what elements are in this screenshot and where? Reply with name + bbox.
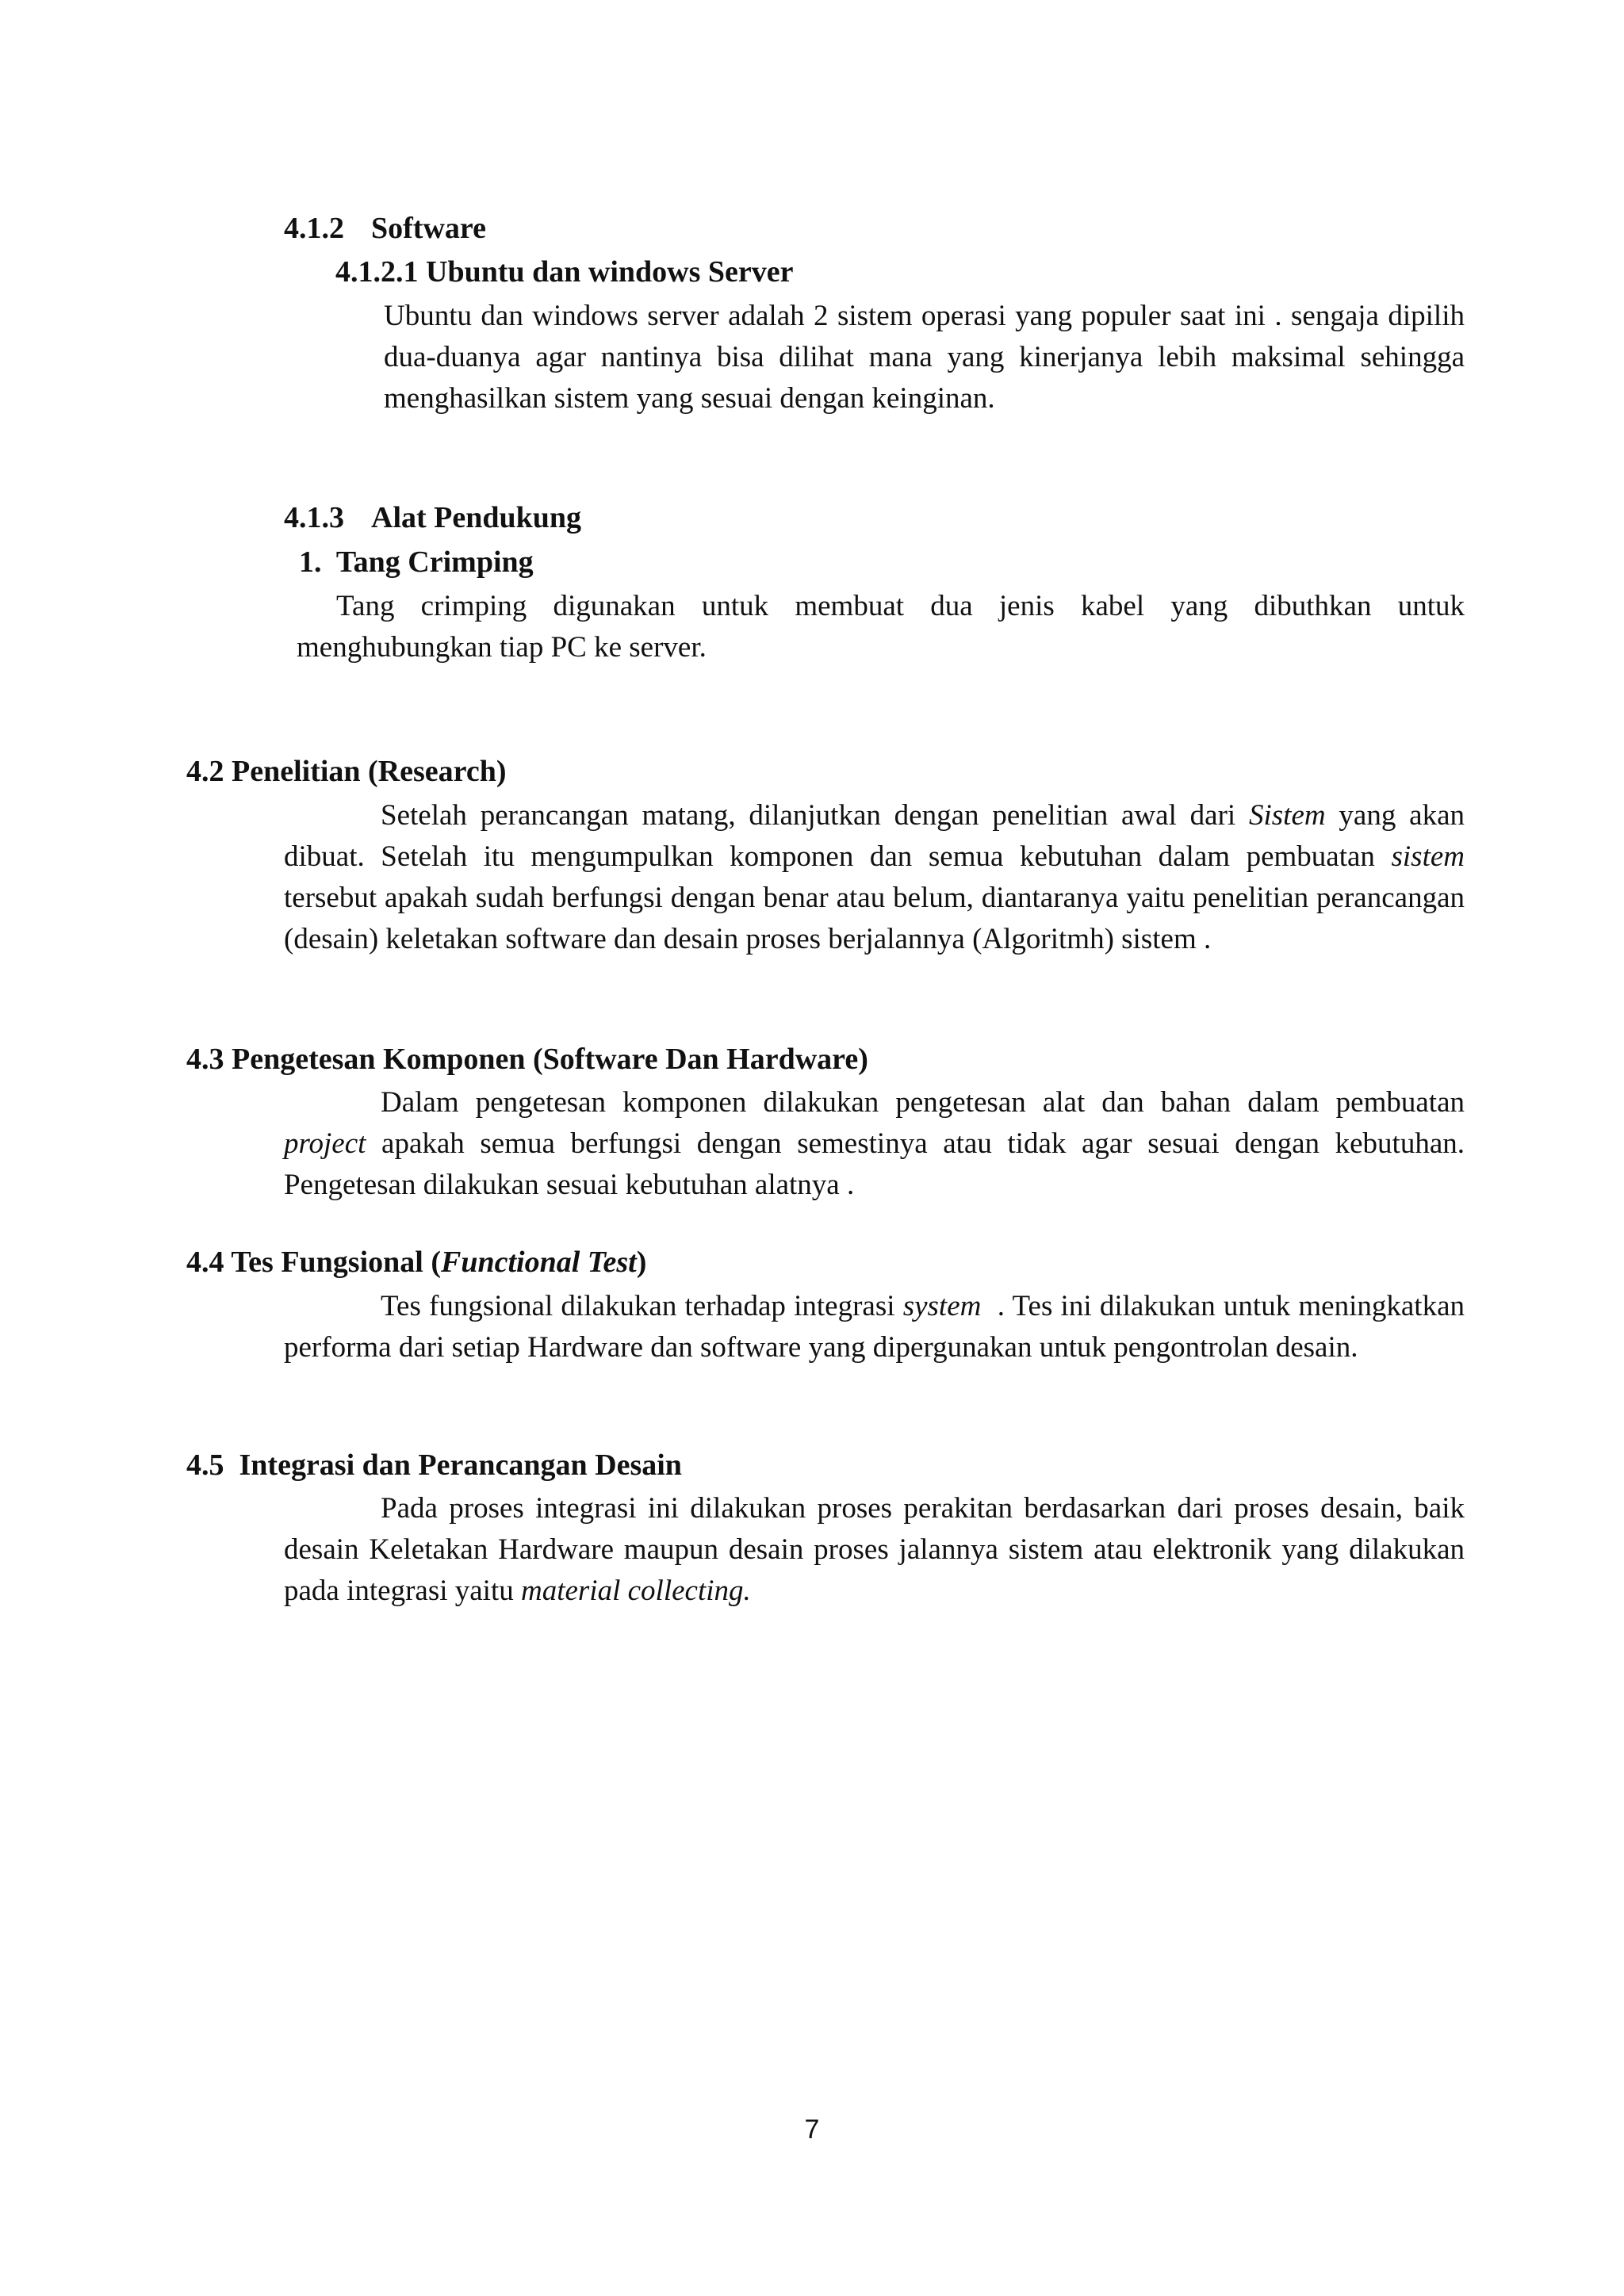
page-number: 7	[804, 2114, 820, 2145]
text-run: Dalam pengetesan komponen dilakukan pengetesan alat dan bahan dalam pembuatan	[381, 1086, 1465, 1119]
italic-term: system	[902, 1290, 982, 1322]
section-number: 4.1.2	[284, 212, 344, 245]
subsection-heading-4-1-2-1: 4.1.2.1 Ubuntu dan windows Server	[335, 255, 794, 289]
paragraph-integrasi	[284, 1488, 1465, 1612]
section-heading-4-3: 4.3 Pengetesan Komponen (Software Dan Hardware)	[186, 1043, 868, 1076]
heading-text: )	[636, 1246, 647, 1279]
section-number: 4.1.3	[284, 501, 344, 534]
list-item-heading-tang-crimping: 1. Tang Crimping	[299, 545, 534, 579]
text-run: Tes fungsional dilakukan terhadap integrasi	[381, 1290, 903, 1322]
italic-term: material collecting.	[520, 1575, 751, 1607]
paragraph-tang-crimping: Tang crimping digunakan untuk membuat dua jenis kabel yang dibuthkan untuk menghubungkan tiap PC ke server.	[297, 590, 1465, 664]
text-run: . Tes ini dilakukan untuk meningkatkan performa dari setiap Hardware dan software yang dipergunakan untuk pengontrolan desain.	[284, 1290, 1473, 1364]
section-heading-4-1-3	[284, 497, 581, 538]
text-run: tersebut apakah sudah berfungsi dengan benar atau belum, diantaranya yaitu penelitian perancangan (desain) keletakan software dan desain proses berjalannya (Algoritmh) sistem .	[284, 882, 1465, 955]
section-heading-4-1-2	[284, 208, 486, 249]
section-heading-4-5: 4.5 Integrasi dan Perancangan Desain	[186, 1448, 682, 1482]
text-run: Setelah perancangan matang, dilanjutkan dengan penelitian awal dari	[381, 799, 1249, 832]
italic-term: project	[284, 1127, 366, 1160]
section-heading-4-2: 4.2 Penelitian (Research)	[186, 755, 507, 788]
section-title: Alat Pendukung	[371, 501, 582, 534]
text-run: apakah semua berfungsi dengan semestinya atau tidak agar sesuai dengan kebutuhan. Pengetesan dilakukan sesuai kebutuhan alatnya .	[284, 1127, 1465, 1201]
heading-text: 4.4 Tes Fungsional (	[186, 1246, 441, 1279]
paragraph-tes-fungsional	[284, 1286, 1473, 1368]
italic-term: Sistem	[1249, 799, 1326, 832]
paragraph-ubuntu-windows: Ubuntu dan windows server adalah 2 sistem operasi yang populer saat ini . sengaja dipilih dua-duanya agar nantinya bisa dilihat mana yang kinerjanya lebih maksimal sehingga menghasilkan sistem yang sesuai dengan keinginan.	[384, 300, 1465, 415]
text-run: Pada proses integrasi ini dilakukan proses perakitan berdasarkan dari proses desain, baik desain Keletakan Hardware maupun desain proses jalannya sistem atau elektronik yang dilakukan pada integrasi yaitu	[284, 1492, 1465, 1607]
text-run: yang akan dibuat. Setelah itu mengumpulkan komponen dan semua kebutuhan dalam pembuatan	[284, 799, 1465, 873]
section-heading-4-4	[186, 1242, 646, 1283]
heading-italic-term: Functional Test	[441, 1246, 637, 1279]
section-title: Software	[371, 212, 486, 245]
italic-term: sistem	[1391, 840, 1465, 873]
paragraph-pengetesan	[284, 1082, 1465, 1206]
paragraph-penelitian	[284, 795, 1465, 960]
